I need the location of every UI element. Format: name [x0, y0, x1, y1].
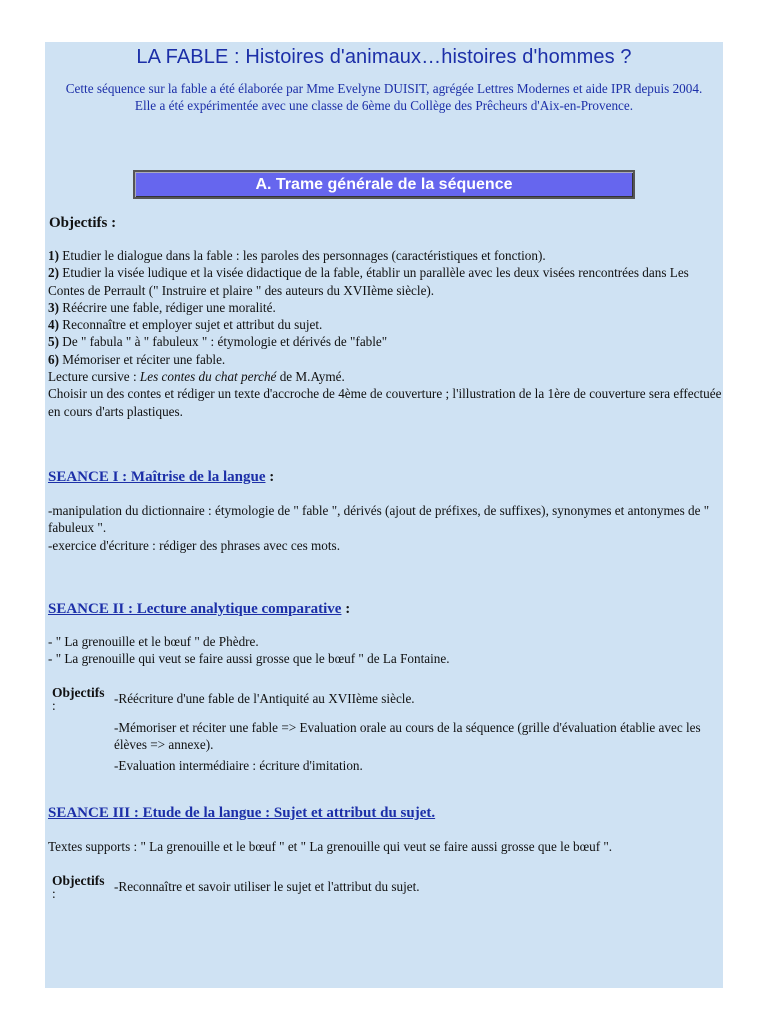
seance-2-objective: -Evaluation intermédiaire : écriture d'imitation. — [114, 758, 363, 774]
objective-item — [48, 299, 723, 316]
seance-3-objectives-items — [114, 874, 723, 900]
objective-number: 1) — [48, 248, 59, 263]
intro-line-author: Cette séquence sur la fable a été élaborée par Mme Evelyne DUISIT, agrégée Lettres Modernes et aide IPR depuis 2004. — [65, 81, 703, 96]
objective-item — [48, 316, 723, 333]
objective-number: 4) — [48, 317, 59, 333]
lecture-note: Choisir un des contes et rédiger un texte d'accroche de 4ème de couverture ; l'illustration de la 1ère de couverture sera effectuée en cours d'arts plastiques. — [48, 386, 722, 419]
document-page — [45, 42, 723, 988]
seance-3-link[interactable]: SEANCE III : Etude de la langue : Sujet et attribut du sujet. — [48, 804, 436, 821]
objectives-label-colon: : — [52, 885, 56, 901]
lecture-book-title: Les contes du chat perché — [139, 369, 277, 385]
objective-number: 6) — [48, 351, 59, 367]
seance-2-body — [48, 633, 723, 668]
lecture-cursive — [48, 368, 723, 385]
objective-item — [48, 351, 723, 368]
seance-2-objectives-label — [52, 680, 114, 774]
seance-1-link[interactable]: SEANCE I : Maîtrise de la langue — [48, 468, 266, 485]
lecture-suffix: de M.Aymé. — [276, 369, 345, 385]
objective-text: De " fabula " à " fabuleux " : étymologie et dérivés de "fable" — [59, 334, 388, 350]
objective-text: Etudier la visée ludique et la visée didactique de la fable, établir un parallèle avec les deux visées rencontrées dans Les Contes de Perrault (" Instruire et plaire " des auteurs du XVIIème siècle). — [48, 265, 689, 298]
objective-item — [48, 247, 723, 264]
intro-text — [51, 80, 717, 114]
seance-1-line: -manipulation du dictionnaire : étymologie de " fable ", dérivés (ajout de préfixes, de suffixes), synonymes et antonymes de " fabuleux ". — [48, 502, 710, 536]
seance-2-objective: -Mémoriser et réciter une fable => Evaluation orale au cours de la séquence (grille d'évaluation établie avec les élèves => annexe). — [114, 719, 701, 753]
objective-number: 2) — [48, 265, 59, 281]
seance-2-heading — [48, 601, 723, 618]
seance-1-heading — [48, 469, 723, 486]
objectives-label-text: Objectifs — [52, 872, 105, 888]
seance-2-line: - " La grenouille et le bœuf " de Phèdre. — [48, 633, 259, 649]
seance-1-colon: : — [265, 468, 275, 485]
seance-3-objectives — [52, 874, 723, 900]
objective-number: 3) — [48, 299, 59, 315]
objective-text: Etudier le dialogue dans la fable : les paroles des personnages (caractéristiques et fonction). — [59, 248, 546, 263]
seance-2-link[interactable]: SEANCE II : Lecture analytique comparative — [48, 600, 342, 617]
seance-3-objectives-label — [52, 874, 114, 900]
objective-text: Mémoriser et réciter une fable. — [59, 351, 226, 367]
objectives-label-colon: : — [52, 698, 56, 714]
seance-3-objective: -Reconnaître et savoir utiliser le sujet et l'attribut du sujet. — [114, 878, 420, 894]
seance-3-heading — [48, 805, 723, 822]
seance-2-objectives — [52, 680, 723, 774]
objective-text: Réécrire une fable, rédiger une moralité. — [59, 299, 276, 315]
page-title: LA FABLE : Histoires d'animaux…histoires d'hommes ? — [136, 46, 632, 68]
objective-number: 5) — [48, 334, 59, 350]
seance-1-line: -exercice d'écriture : rédiger des phrases avec ces mots. — [48, 537, 340, 553]
seance-1-body — [48, 502, 723, 554]
objective-item — [48, 264, 723, 299]
lecture-prefix: Lecture cursive : — [48, 369, 140, 385]
seance-3-supports: Textes supports : " La grenouille et le bœuf " et " La grenouille qui veut se faire aussi grosse que le bœuf ". — [48, 838, 613, 854]
objectives-label-text: Objectifs — [52, 685, 105, 701]
section-a-title: A. Trame générale de la séquence — [255, 175, 513, 193]
intro-line-class: Elle a été expérimentée avec une classe de 6ème du Collège des Prêcheurs d'Aix-en-Provence. — [134, 98, 634, 113]
objective-text: Reconnaître et employer sujet et attribut du sujet. — [59, 317, 323, 333]
seance-2-objective: -Réécriture d'une fable de l'Antiquité au XVIIème siècle. — [114, 691, 415, 707]
objectives-list — [48, 247, 723, 420]
seance-2-colon: : — [341, 600, 351, 617]
objectifs-heading: Objectifs : — [49, 215, 117, 231]
seance-2-objectives-items — [114, 680, 723, 774]
seance-2-line: - " La grenouille qui veut se faire aussi grosse que le bœuf " de La Fontaine. — [48, 651, 450, 667]
section-a-banner — [133, 170, 635, 199]
objective-item — [48, 333, 723, 350]
